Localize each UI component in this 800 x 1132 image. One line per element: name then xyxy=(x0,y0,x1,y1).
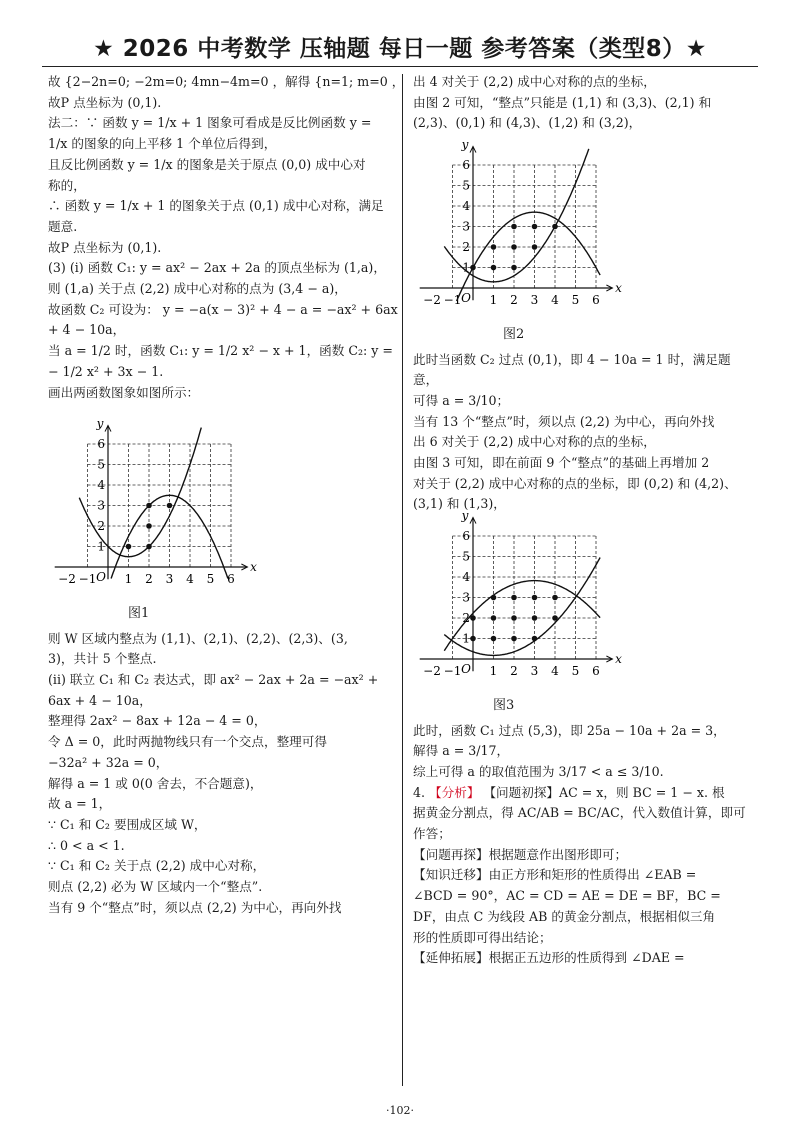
text-line: 故 {2−2n=0; −2m=0; 4mn−4m=0 ，解得 {n=1; m=0 ， xyxy=(48,74,405,89)
text-line: 令 Δ = 0，此时两抛物线只有一个交点，整理可得 xyxy=(48,734,327,750)
text-line: 故P 点坐标为 (0,1). xyxy=(48,94,162,110)
lattice-point xyxy=(511,224,517,230)
lattice-point xyxy=(491,244,497,250)
lattice-point xyxy=(146,503,152,509)
x-tick-label: −1 xyxy=(443,664,462,679)
figure-3 xyxy=(413,508,758,716)
x-tick-label: 6 xyxy=(592,664,600,679)
y-tick-label: 3 xyxy=(462,590,470,605)
page-number: ·102· xyxy=(386,1104,414,1117)
text-line: 【问题再探】根据题意作出图形即可； xyxy=(413,846,628,862)
left-text-block-2 xyxy=(48,629,394,919)
lattice-point xyxy=(146,523,152,529)
origin-label: O xyxy=(461,291,471,306)
x-axis-label: x xyxy=(615,281,622,296)
text-line: − 1/2 x² + 3x − 1. xyxy=(48,363,164,379)
left-text-block-1 xyxy=(48,72,405,403)
x-tick-label: −1 xyxy=(78,572,97,587)
y-tick-label: 2 xyxy=(462,240,470,255)
right-column xyxy=(413,72,758,969)
text-line: 出 6 对关于 (2,2) 成中心对称的点的坐标， xyxy=(413,434,656,450)
text-line: 由图 3 可知，即在前面 9 个“整点”的基础上再增加 2 xyxy=(413,455,710,471)
lattice-point xyxy=(491,595,497,601)
text-line: 可得 a = 3/10； xyxy=(413,392,510,408)
text-line: 故P 点坐标为 (0,1). xyxy=(48,239,162,255)
y-tick-label: 6 xyxy=(462,529,470,544)
lattice-point xyxy=(470,615,476,621)
y-tick-label: 5 xyxy=(97,457,105,472)
lattice-point xyxy=(470,265,476,271)
y-tick-label: 3 xyxy=(97,498,105,513)
text-line: 出 4 对关于 (2,2) 成中心对称的点的坐标， xyxy=(413,74,656,89)
text-line: 此时，函数 C₁ 过点 (5,3)，即 25a − 10a + 2a = 3， xyxy=(413,722,726,738)
figure-1-caption: 图1 xyxy=(128,605,150,621)
y-tick-label: 1 xyxy=(97,539,105,554)
lattice-point xyxy=(491,636,497,642)
lattice-point xyxy=(552,595,558,601)
lattice-point xyxy=(470,636,476,642)
text-line: 画出两函数图象如图所示： xyxy=(48,384,200,400)
lattice-point xyxy=(532,636,538,642)
figure-2-graph xyxy=(413,137,622,318)
text-line: 当有 9 个“整点”时，须以点 (2,2) 为中心，再向外找 xyxy=(48,899,342,915)
text-line: 此时当函数 C₂ 过点 (0,1)，即 4 − 10a = 1 时，满足题 xyxy=(413,351,731,367)
text-line: (ii) 联立 C₁ 和 C₂ 表达式，即 ax² − 2ax + 2a = −ax² + xyxy=(48,672,379,688)
lattice-point xyxy=(491,615,497,621)
lattice-point xyxy=(552,224,558,230)
text-line: ∵ C₁ 和 C₂ 关于点 (2,2) 成中心对称， xyxy=(48,858,266,874)
text-line: DF，由点 C 为线段 AB 的黄金分割点，根据相似三角 xyxy=(413,908,716,924)
lattice-point xyxy=(532,224,538,230)
text-line: ∴ 函数 y = 1/x + 1 的图象关于点 (0,1) 成中心对称，满足 xyxy=(48,198,384,214)
right-text-block-3 xyxy=(413,721,758,783)
lattice-point xyxy=(532,244,538,250)
text-line: 且反比例函数 y = 1/x 的图象是关于原点 (0,0) 成中心对 xyxy=(48,156,366,172)
lattice-point xyxy=(511,265,517,271)
y-tick-label: 4 xyxy=(462,570,470,585)
header-rule xyxy=(42,66,758,67)
x-tick-label: 1 xyxy=(489,293,498,308)
x-tick-label: 3 xyxy=(530,664,539,679)
text-line: 当有 13 个“整点”时，须以点 (2,2) 为中心，再向外找 xyxy=(413,413,715,429)
text-line: 据黄金分割点，得 AC/AB = BC/AC，代入数值计算，即可 xyxy=(413,805,746,821)
lattice-point xyxy=(511,615,517,621)
text-line: 由图 2 可知，“整点”只能是 (1,1) 和 (3,3)、(2,1) 和 xyxy=(413,94,712,110)
text-line: 形的性质即可得出结论； xyxy=(413,929,552,945)
x-tick-label: 6 xyxy=(227,572,235,587)
text-line: 综上可得 a 的取值范围为 3/17 < a ≤ 3/10. xyxy=(413,763,664,779)
text-line: 故函数 C₂ 可设为： y = −a(x − 3)² + 4 − a = −ax² + 6ax xyxy=(48,301,398,317)
y-tick-label: 6 xyxy=(462,158,470,173)
figure-3-caption: 图3 xyxy=(493,697,515,713)
item-4-analysis-tag: 【分析】 xyxy=(429,784,480,800)
text-line: 【延伸拓展】根据正五边形的性质得到 ∠DAE = xyxy=(413,950,685,966)
x-tick-label: 5 xyxy=(571,293,580,308)
y-axis-label: y xyxy=(96,416,104,431)
text-line: (3,1) 和 (1,3)， xyxy=(413,496,506,512)
text-line: ∠BCD = 90°，AC = CD = AE = DE = BF，BC = xyxy=(413,888,721,904)
lattice-point xyxy=(511,244,517,250)
origin-label: O xyxy=(461,662,471,677)
y-tick-label: 2 xyxy=(462,611,470,626)
y-tick-label: 3 xyxy=(462,219,470,234)
y-tick-label: 6 xyxy=(97,437,105,452)
right-text-block-1 xyxy=(413,72,758,134)
text-line: 法二：∵ 函数 y = 1/x + 1 图象可看成是反比例函数 y = xyxy=(48,115,372,131)
y-tick-label: 5 xyxy=(462,549,470,564)
text-line: 解得 a = 3/17， xyxy=(413,743,510,759)
text-line: 称的， xyxy=(48,177,86,193)
x-tick-label: 5 xyxy=(206,572,215,587)
lattice-point xyxy=(491,265,497,271)
x-tick-label: −1 xyxy=(443,293,462,308)
figure-3-graph xyxy=(413,508,622,689)
text-line: 故 a = 1， xyxy=(48,796,112,812)
x-tick-label: 6 xyxy=(592,293,600,308)
y-axis-label: y xyxy=(461,508,469,523)
item-4-first-line: 【问题初探】AC = x，则 BC = 1 − x. 根 xyxy=(483,784,725,800)
right-text-block-4 xyxy=(413,803,758,969)
text-line: 则 W 区域内整点为 (1,1)、(2,1)、(2,2)、(2,3)、(3, xyxy=(48,630,348,646)
text-line: (2,3)、(0,1) 和 (4,3)、(1,2) 和 (3,2)， xyxy=(413,115,642,131)
lattice-point xyxy=(511,595,517,601)
lattice-point xyxy=(552,615,558,621)
text-line: 则 (1,a) 关于点 (2,2) 成中心对称的点为 (3,4 − a)， xyxy=(48,281,347,297)
x-tick-label: 5 xyxy=(571,664,580,679)
text-line: 当 a = 1/2 时，函数 C₁: y = 1/2 x² − x + 1，函数 C₂: y = xyxy=(48,343,393,359)
x-tick-label: 2 xyxy=(510,293,518,308)
figure-1 xyxy=(48,407,394,624)
y-tick-label: 2 xyxy=(97,519,105,534)
x-tick-label: 1 xyxy=(124,572,133,587)
text-line: −32a² + 32a = 0， xyxy=(48,754,169,770)
text-line: 整理得 2ax² − 8ax + 12a − 4 = 0， xyxy=(48,713,267,729)
text-line: 【知识迁移】由正方形和矩形的性质得出 ∠EAB = xyxy=(413,867,697,883)
y-tick-label: 1 xyxy=(462,260,470,275)
lattice-point xyxy=(532,615,538,621)
x-tick-label: 2 xyxy=(145,572,153,587)
text-line: 6ax + 4 − 10a， xyxy=(48,692,152,708)
text-line: ∵ C₁ 和 C₂ 要围成区域 W， xyxy=(48,816,207,832)
figure-1-graph xyxy=(48,407,257,597)
text-line: (3) (i) 函数 C₁: y = ax² − 2ax + 2a 的顶点坐标为 (1,a)， xyxy=(48,260,386,276)
y-tick-label: 4 xyxy=(97,478,105,493)
text-line: 3)，共计 5 个整点. xyxy=(48,651,157,667)
text-line: 意， xyxy=(413,372,439,388)
lattice-point xyxy=(532,595,538,601)
x-tick-label: 4 xyxy=(186,572,194,587)
text-line: 解得 a = 1 或 0(0 舍去，不合题意)， xyxy=(48,775,263,791)
text-line: 题意. xyxy=(48,218,78,234)
x-tick-label: −2 xyxy=(423,293,441,308)
lattice-point xyxy=(167,503,173,509)
text-line: 1/x 的图象的向上平移 1 个单位后得到， xyxy=(48,136,277,152)
origin-label: O xyxy=(96,570,106,585)
x-tick-label: 3 xyxy=(530,293,539,308)
x-tick-label: 1 xyxy=(489,664,498,679)
text-line: 则点 (2,2) 必为 W 区域内一个“整点”. xyxy=(48,879,263,895)
figure-2 xyxy=(413,138,758,345)
column-divider xyxy=(402,74,403,1086)
y-tick-label: 4 xyxy=(462,199,470,214)
right-text-block-2 xyxy=(413,350,758,516)
y-axis-label: y xyxy=(461,137,469,152)
lattice-point xyxy=(146,544,152,550)
text-line: 对关于 (2,2) 成中心对称的点的坐标，即 (0,2) 和 (4,2)、 xyxy=(413,475,737,491)
item-4-heading xyxy=(413,783,758,804)
x-axis-label: x xyxy=(615,652,622,667)
y-tick-label: 5 xyxy=(462,178,470,193)
x-tick-label: 3 xyxy=(165,572,174,587)
left-column xyxy=(48,72,405,919)
x-tick-label: 4 xyxy=(551,293,559,308)
x-tick-label: −2 xyxy=(423,664,441,679)
page-title: ★ 2026 中考数学 压轴题 每日一题 参考答案（类型8）★ xyxy=(93,36,707,62)
x-tick-label: −2 xyxy=(58,572,76,587)
text-line: 作答； xyxy=(413,826,451,842)
text-line: ∴ 0 < a < 1. xyxy=(48,837,125,853)
x-axis-label: x xyxy=(250,560,257,575)
lattice-point xyxy=(511,636,517,642)
text-line: + 4 − 10a， xyxy=(48,322,126,338)
item-4-number: 4. xyxy=(413,784,426,800)
y-tick-label: 1 xyxy=(462,631,470,646)
x-tick-label: 4 xyxy=(551,664,559,679)
x-tick-label: 2 xyxy=(510,664,518,679)
lattice-point xyxy=(126,544,132,550)
figure-2-caption: 图2 xyxy=(503,326,525,342)
